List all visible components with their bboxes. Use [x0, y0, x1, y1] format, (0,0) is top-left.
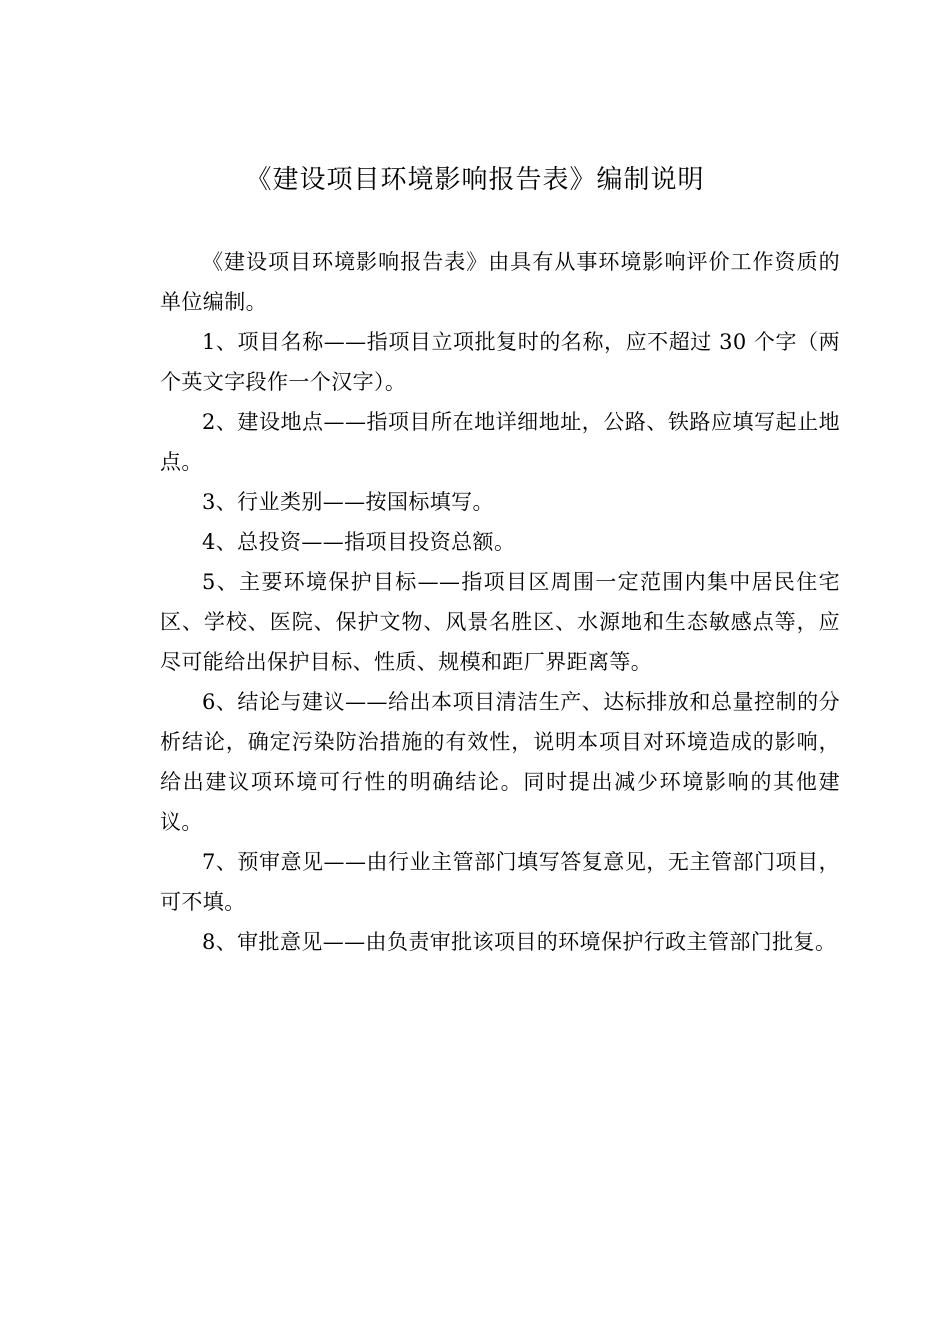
item-project-name: 1、项目名称——指项目立项批复时的名称，应不超过 30 个字（两个英文字段作一个汉字）。	[160, 330, 840, 394]
item-total-investment: 4、总投资——指项目投资总额。	[202, 530, 516, 554]
page-title: 《建设项目环境影响报告表》编制说明	[245, 165, 705, 195]
item-approval: 8、审批意见——由负责审批该项目的环境保护行政主管部门批复。	[202, 930, 837, 954]
item-industry-category: 3、行业类别——按国标填写。	[202, 490, 494, 514]
document-body	[160, 242, 840, 962]
item-protection-targets: 5、主要环境保护目标——指项目区周围一定范围内集中居民住宅区、学校、医院、保护文物、风景名胜区、水源地和生态敏感点等，应尽可能给出保护目标、性质、规模和距厂界距离等。	[160, 570, 840, 674]
item-pre-review: 7、预审意见——由行业主管部门填写答复意见，无主管部门项目，可不填。	[160, 850, 840, 914]
item-construction-site: 2、建设地点——指项目所在地详细地址，公路、铁路应填写起止地点。	[160, 410, 840, 474]
item-conclusions: 6、结论与建议——给出本项目清洁生产、达标排放和总量控制的分析结论，确定污染防治措施的有效性，说明本项目对环境造成的影响，给出建议项环境可行性的明确结论。同时提出减少环境影响的其他建议。	[160, 690, 840, 834]
intro-paragraph: 《建设项目环境影响报告表》由具有从事环境影响评价工作资质的单位编制。	[160, 250, 840, 314]
